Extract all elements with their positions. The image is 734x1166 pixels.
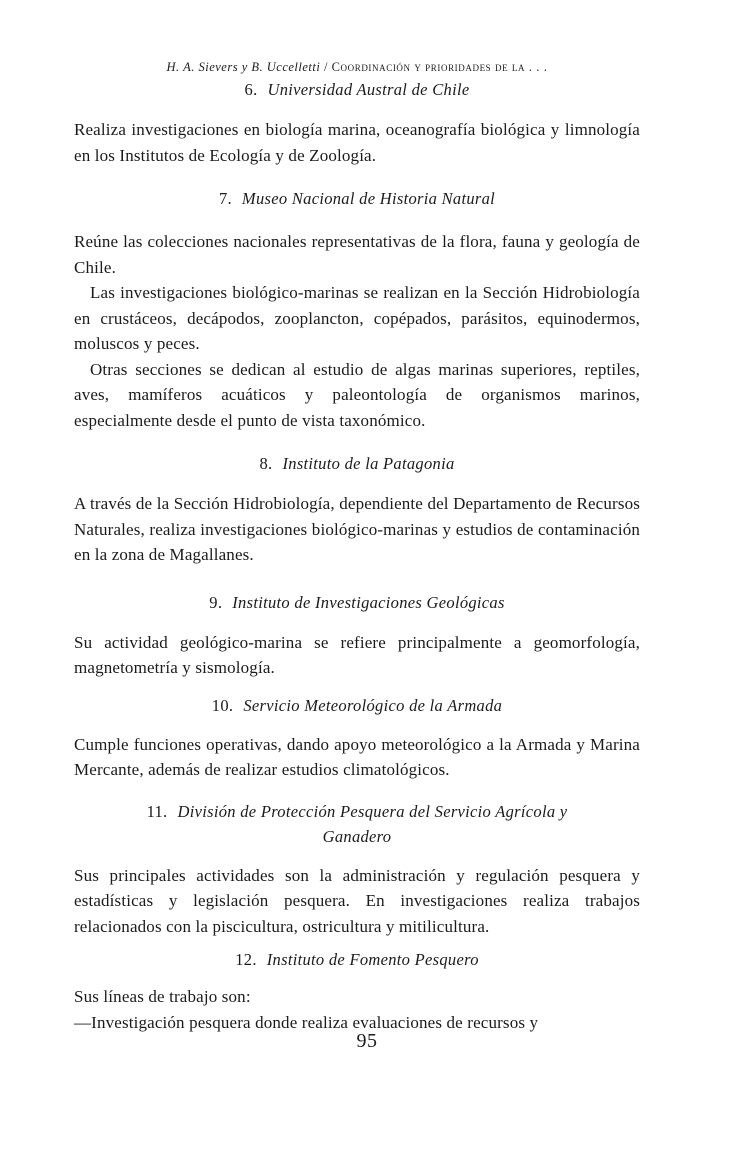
section-heading (74, 693, 640, 718)
section-number: 11. (146, 801, 168, 821)
paragraph: Sus líneas de trabajo son: (74, 987, 251, 1006)
section-number: 9. (209, 592, 223, 612)
running-head-authors: H. A. Sievers y B. Uccelletti (166, 60, 321, 74)
section-number: 12. (235, 950, 257, 969)
section-title: Museo Nacional de Historia Natural (241, 189, 496, 208)
paragraph: A través de la Sección Hidrobiología, dependiente del Departamento de Recursos Naturales, realiza investigaciones biológico-marinas y estudios de contaminación en la zona de Magallanes. (74, 494, 640, 564)
paragraph: Realiza investigaciones en biología marina, oceanografía biológica y limnología en los Institutos de Ecología y de Zoología. (74, 120, 640, 165)
section-heading (74, 186, 640, 211)
running-head-title: Coordinación y prioridades de la . . . (331, 60, 548, 74)
section-heading (74, 77, 640, 102)
paragraph: —Investigación pesquera donde realiza evaluaciones de recursos y (74, 1012, 539, 1032)
section-title: División de Protección Pesquera del Servicio Agrícola y Ganadero (177, 801, 568, 846)
section-number: 8. (259, 454, 273, 473)
running-head (74, 60, 640, 75)
section-heading (74, 947, 640, 972)
page-content (74, 52, 640, 1035)
paragraph: Reúne las colecciones nacionales representativas de la flora, fauna y geología de Chile. (74, 232, 640, 277)
page-number: 95 (356, 1030, 378, 1052)
paragraph: Su actividad geológico-marina se refiere principalmente a geomorfología, magnetometría y sismología. (74, 632, 640, 677)
paragraph: Otras secciones se dedican al estudio de algas marinas superiores, reptiles, aves, mamíferos acuáticos y paleontología de organismos marinos, especialmente desde el punto de vista taxonómico. (74, 359, 640, 430)
paragraph: Las investigaciones biológico-marinas se realizan en la Sección Hidrobiología en crustáceos, decápodos, zooplancton, copépados, parásitos, equinodermos, moluscos y peces. (74, 283, 640, 353)
section-title: Servicio Meteorológico de la Armada (243, 695, 503, 715)
section-heading (74, 590, 640, 615)
section-number: 6. (244, 80, 258, 99)
section-number: 7. (218, 189, 232, 208)
section-heading (74, 451, 640, 476)
section-title: Instituto de Investigaciones Geológicas (232, 592, 505, 612)
paragraph: Sus principales actividades son la administración y regulación pesquera y estadísticas y legislación pesquera. En investigaciones realiza trabajos relacionados con la piscicultura, ostricultura y mitilicultura. (74, 865, 640, 936)
section-title: Instituto de la Patagonia (282, 454, 455, 473)
section-number: 10. (211, 695, 234, 715)
section-title: Instituto de Fomento Pesquero (266, 950, 479, 969)
section-title: Universidad Austral de Chile (267, 80, 470, 99)
section-heading (74, 799, 640, 849)
paragraph: Cumple funciones operativas, dando apoyo meteorológico a la Armada y Marina Mercante, además de realizar estudios climatológicos. (74, 734, 640, 779)
running-head-separator: / (320, 60, 332, 74)
